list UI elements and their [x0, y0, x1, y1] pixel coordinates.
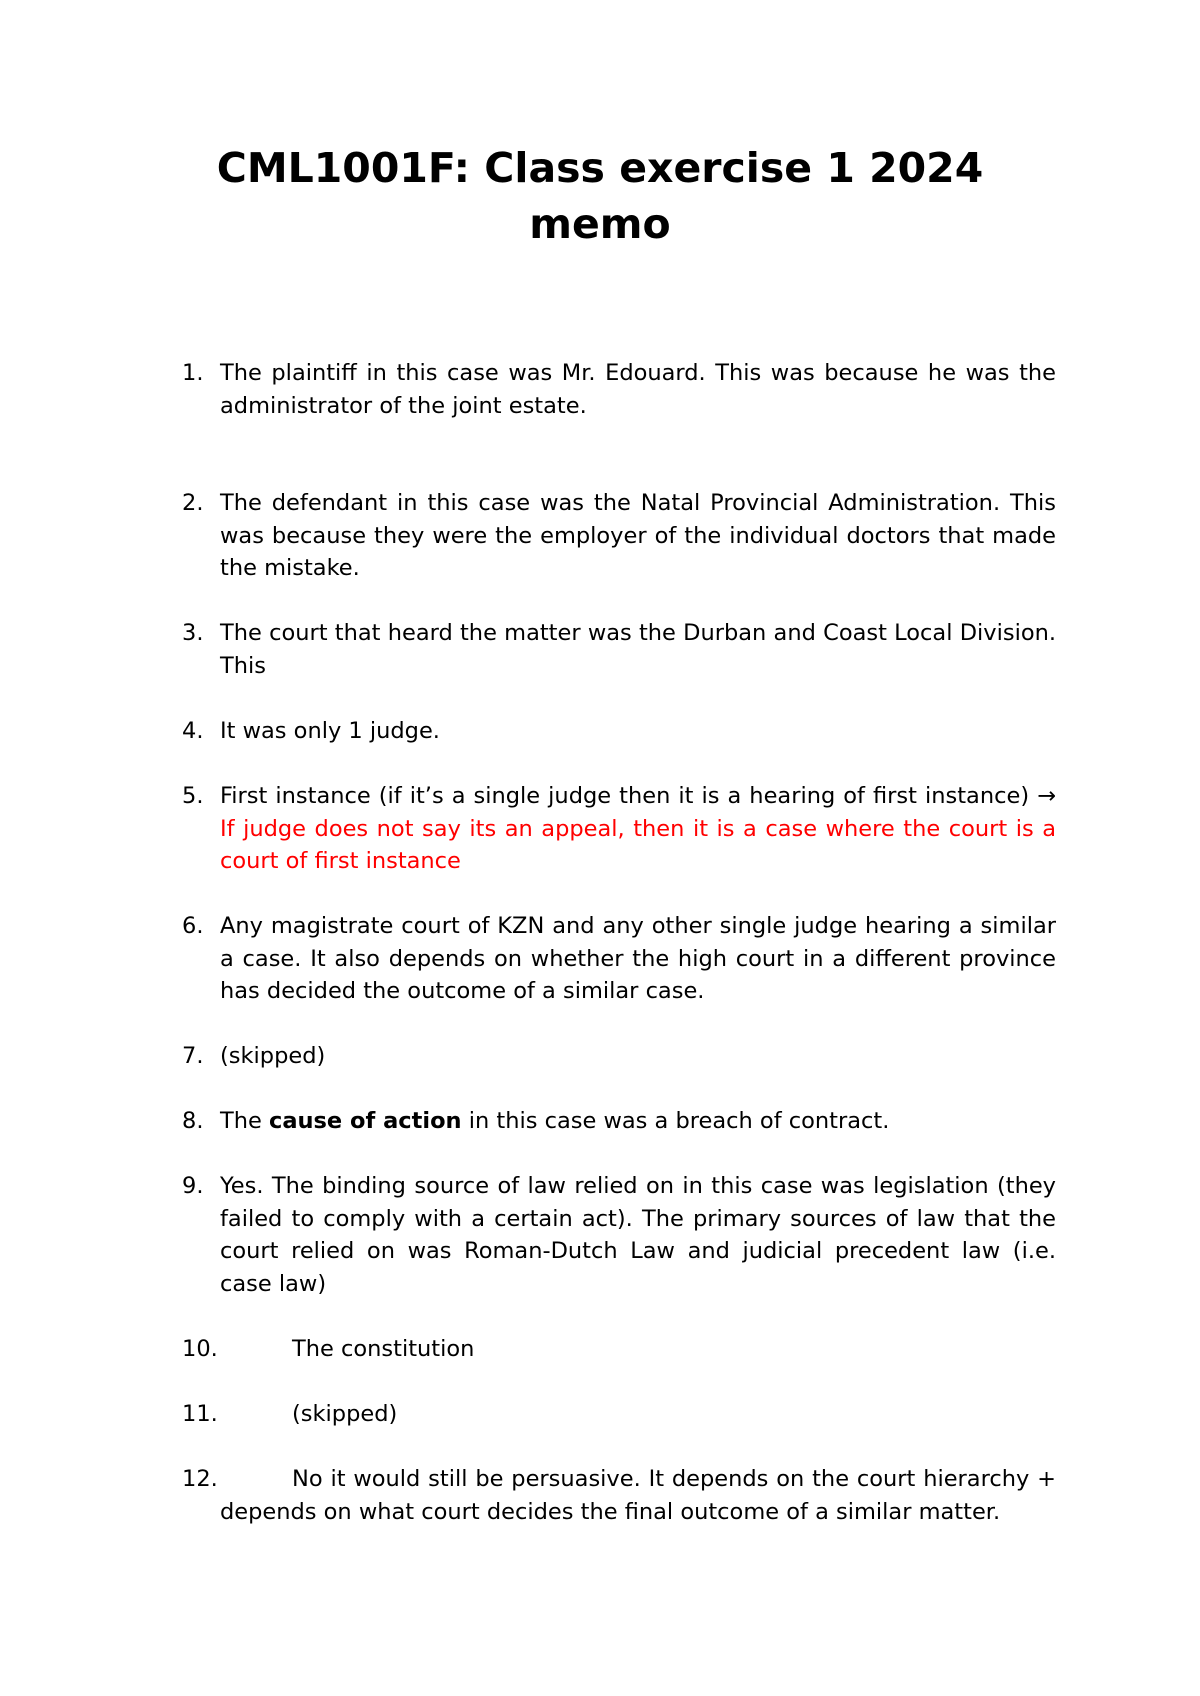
item-number: 2.	[182, 490, 204, 516]
list-item-7	[182, 1040, 1056, 1073]
item-number: 7.	[182, 1043, 204, 1069]
item-text: The constitution	[292, 1336, 475, 1362]
item-text	[220, 1105, 1056, 1138]
list-item-5	[182, 780, 1056, 878]
item-text-plain: The	[220, 1108, 269, 1134]
list-item-6	[182, 910, 1056, 1008]
list-item-11	[182, 1398, 1056, 1431]
list-item-9	[182, 1170, 1056, 1300]
item-text-highlight: If judge does not say its an appeal, then it is a case where the court is a court of first instance	[220, 815, 1056, 874]
item-text: It was only 1 judge.	[220, 718, 440, 744]
item-text: The court that heard the matter was the Durban and Coast Local Division. This	[220, 620, 1056, 679]
list-item-2	[182, 487, 1056, 585]
item-text: No it would still be persuasive. It depends on the court hierarchy + depends on what court decides the final outcome of a similar matter.	[220, 1466, 1056, 1525]
item-text-bold: cause of action	[269, 1108, 462, 1134]
item-text: (skipped)	[292, 1401, 398, 1427]
item-number: 4.	[182, 718, 204, 744]
item-text	[220, 780, 1056, 878]
item-number: 12.	[182, 1466, 218, 1492]
item-number: 8.	[182, 1108, 204, 1134]
item-number: 9.	[182, 1173, 204, 1199]
item-text: The defendant in this case was the Natal Provincial Administration. This was because they were the employer of the individual doctors that made the mistake.	[220, 490, 1056, 581]
list-item-4	[182, 715, 1056, 748]
item-text-plain: First instance (if it’s a single judge then it is a hearing of first instance) →	[220, 783, 1056, 809]
item-number: 6.	[182, 913, 204, 939]
item-text: The plaintiff in this case was Mr. Edouard. This was because he was the administrator of the joint estate.	[220, 360, 1056, 419]
item-number: 11.	[182, 1401, 218, 1427]
list-item-12	[182, 1463, 1056, 1528]
item-text: Any magistrate court of KZN and any other single judge hearing a similar a case. It also depends on whether the high court in a different province has decided the outcome of a similar case.	[220, 913, 1056, 1004]
item-text: Yes. The binding source of law relied on in this case was legislation (they failed to comply with a certain act). The primary sources of law that the court relied on was Roman-Dutch Law and judicial precedent law (i.e. case law)	[220, 1173, 1056, 1297]
item-number: 3.	[182, 620, 204, 646]
item-number: 5.	[182, 783, 204, 809]
list-item-10	[182, 1333, 1056, 1366]
list-item-3	[182, 617, 1056, 682]
item-text: (skipped)	[220, 1043, 326, 1069]
list-item-1	[182, 357, 1056, 422]
item-text-plain: in this case was a breach of contract.	[461, 1108, 890, 1134]
item-number: 10.	[182, 1336, 218, 1362]
page-title: CML1001F: Class exercise 1 2024 memo	[216, 144, 984, 248]
item-number: 1.	[182, 360, 204, 386]
list-item-8	[182, 1105, 1056, 1138]
